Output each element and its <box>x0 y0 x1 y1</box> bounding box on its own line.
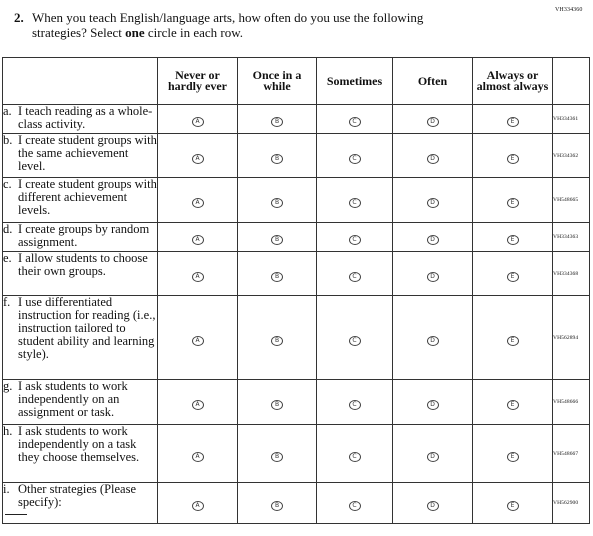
table-row <box>3 252 590 296</box>
response-bubble-d[interactable]: D <box>427 154 439 164</box>
response-bubble-c[interactable]: C <box>349 235 361 245</box>
response-cell <box>158 252 238 296</box>
response-bubble-b[interactable]: B <box>271 272 283 282</box>
row-label-wrap <box>3 425 157 464</box>
row-label <box>3 296 158 380</box>
response-bubble-c[interactable]: C <box>349 336 361 346</box>
response-bubble-a[interactable]: A <box>192 400 204 410</box>
question-line-2: strategies? Select one circle in each row. <box>32 25 244 40</box>
row-variable-code: VH548665 <box>553 178 590 223</box>
response-bubble-d[interactable]: D <box>427 198 439 208</box>
response-bubble-e[interactable]: E <box>507 501 519 511</box>
response-bubble-b[interactable]: B <box>271 198 283 208</box>
row-text: I create groups by random assignment. <box>18 222 150 249</box>
response-bubble-e[interactable]: E <box>507 336 519 346</box>
response-cell <box>317 134 393 178</box>
row-label <box>3 483 158 524</box>
response-cell <box>393 223 473 252</box>
row-label <box>3 178 158 223</box>
row-letter: i. <box>3 482 10 496</box>
response-bubble-d[interactable]: D <box>427 452 439 462</box>
response-bubble-c[interactable]: C <box>349 117 361 127</box>
table-row <box>3 380 590 425</box>
row-letter: h. <box>3 424 13 438</box>
table-row <box>3 134 590 178</box>
row-label <box>3 105 158 134</box>
response-bubble-a[interactable]: A <box>192 336 204 346</box>
row-variable-code: VH562900 <box>553 483 590 524</box>
row-label <box>3 425 158 483</box>
row-label-wrap <box>3 296 157 361</box>
response-cell <box>317 252 393 296</box>
row-variable-code: VH548666 <box>553 380 590 425</box>
row-text: I allow students to choose their own groups. <box>18 251 148 278</box>
row-variable-code: VH334361 <box>553 105 590 134</box>
response-bubble-d[interactable]: D <box>427 272 439 282</box>
response-bubble-a[interactable]: A <box>192 235 204 245</box>
question-line-1: When you teach English/language arts, how often do you use the following <box>32 10 424 25</box>
response-cell <box>238 252 317 296</box>
response-cell <box>393 105 473 134</box>
response-cell <box>393 425 473 483</box>
response-bubble-a[interactable]: A <box>192 501 204 511</box>
response-cell <box>158 380 238 425</box>
response-cell <box>393 178 473 223</box>
table-row <box>3 105 590 134</box>
response-bubble-e[interactable]: E <box>507 235 519 245</box>
response-bubble-e[interactable]: E <box>507 154 519 164</box>
header-blank <box>3 58 158 105</box>
row-letter: b. <box>3 133 13 147</box>
row-letter: c. <box>3 177 12 191</box>
response-cell <box>473 483 553 524</box>
row-letter: g. <box>3 379 13 393</box>
response-bubble-e[interactable]: E <box>507 452 519 462</box>
row-text: I ask students to work independently on an assignment or task. <box>18 379 128 419</box>
response-cell <box>393 252 473 296</box>
row-variable-code: VH562894 <box>553 296 590 380</box>
response-bubble-d[interactable]: D <box>427 336 439 346</box>
response-cell <box>393 134 473 178</box>
response-cell <box>238 223 317 252</box>
row-label <box>3 252 158 296</box>
column-header-5: Always or almost always <box>473 58 553 105</box>
row-label-wrap <box>3 380 157 419</box>
row-label-wrap <box>3 483 157 509</box>
response-bubble-c[interactable]: C <box>349 272 361 282</box>
row-label-wrap <box>3 252 157 278</box>
response-cell <box>158 178 238 223</box>
response-cell <box>317 425 393 483</box>
response-cell <box>238 425 317 483</box>
row-label <box>3 380 158 425</box>
header-code-column <box>553 58 590 105</box>
response-cell <box>158 223 238 252</box>
row-letter: e. <box>3 251 12 265</box>
row-letter: a. <box>3 104 12 118</box>
row-letter: d. <box>3 222 13 236</box>
response-bubble-a[interactable]: A <box>192 117 204 127</box>
column-header-1: Never or hardly ever <box>158 58 238 105</box>
row-label-wrap <box>3 223 157 249</box>
column-header-3: Sometimes <box>317 58 393 105</box>
grid-header-row <box>3 58 590 105</box>
response-bubble-b[interactable]: B <box>271 154 283 164</box>
row-variable-code: VH334368 <box>553 252 590 296</box>
response-cell <box>158 483 238 524</box>
row-label-wrap <box>3 105 157 131</box>
response-bubble-d[interactable]: D <box>427 117 439 127</box>
grid-body <box>3 105 590 524</box>
row-variable-code: VH334362 <box>553 134 590 178</box>
column-header-2: Once in a while <box>238 58 317 105</box>
response-bubble-d[interactable]: D <box>427 400 439 410</box>
response-bubble-c[interactable]: C <box>349 400 361 410</box>
table-row <box>3 483 590 524</box>
response-bubble-b[interactable]: B <box>271 117 283 127</box>
response-cell <box>158 296 238 380</box>
table-row <box>3 425 590 483</box>
strategy-frequency-grid <box>2 57 590 524</box>
response-bubble-a[interactable]: A <box>192 154 204 164</box>
response-bubble-d[interactable]: D <box>427 501 439 511</box>
response-cell <box>317 483 393 524</box>
row-text: I create student groups with the same achievement level. <box>18 133 157 173</box>
row-variable-code: VH548667 <box>553 425 590 483</box>
response-cell <box>473 425 553 483</box>
row-label-wrap <box>3 134 157 173</box>
row-text: I teach reading as a whole-class activity. <box>18 104 153 131</box>
response-cell <box>473 178 553 223</box>
response-cell <box>158 425 238 483</box>
response-cell <box>238 105 317 134</box>
response-bubble-b[interactable]: B <box>271 501 283 511</box>
table-row <box>3 296 590 380</box>
response-bubble-c[interactable]: C <box>349 198 361 208</box>
row-letter: f. <box>3 295 11 309</box>
response-bubble-e[interactable]: E <box>507 272 519 282</box>
response-cell <box>238 134 317 178</box>
row-label <box>3 223 158 252</box>
response-cell <box>158 134 238 178</box>
response-bubble-d[interactable]: D <box>427 235 439 245</box>
response-bubble-b[interactable]: B <box>271 235 283 245</box>
response-cell <box>317 178 393 223</box>
row-label <box>3 134 158 178</box>
response-cell <box>317 380 393 425</box>
response-bubble-a[interactable]: A <box>192 452 204 462</box>
table-row <box>3 178 590 223</box>
response-cell <box>317 105 393 134</box>
response-cell <box>158 105 238 134</box>
response-cell <box>238 483 317 524</box>
response-bubble-e[interactable]: E <box>507 400 519 410</box>
response-cell <box>473 252 553 296</box>
row-label-wrap <box>3 178 157 217</box>
row-text: I ask students to work independently on a task they choose themselves. <box>18 424 140 464</box>
response-bubble-e[interactable]: E <box>507 117 519 127</box>
response-bubble-b[interactable]: B <box>271 452 283 462</box>
response-cell <box>238 380 317 425</box>
row-text: I create student groups with different achievement levels. <box>18 177 157 217</box>
response-bubble-b[interactable]: B <box>271 400 283 410</box>
response-bubble-c[interactable]: C <box>349 452 361 462</box>
question-text <box>14 10 484 40</box>
response-cell <box>473 380 553 425</box>
table-row <box>3 223 590 252</box>
response-cell <box>393 380 473 425</box>
column-header-4: Often <box>393 58 473 105</box>
response-cell <box>317 223 393 252</box>
specify-write-in-line[interactable] <box>5 514 27 515</box>
response-bubble-b[interactable]: B <box>271 336 283 346</box>
row-variable-code: VH334363 <box>553 223 590 252</box>
response-cell <box>238 296 317 380</box>
question-emphasis: one <box>125 25 145 40</box>
response-bubble-e[interactable]: E <box>507 198 519 208</box>
response-cell <box>473 134 553 178</box>
response-cell <box>238 178 317 223</box>
question-number: 2. <box>14 10 24 25</box>
response-cell <box>473 105 553 134</box>
response-bubble-c[interactable]: C <box>349 154 361 164</box>
response-cell <box>393 296 473 380</box>
response-bubble-c[interactable]: C <box>349 501 361 511</box>
row-text: I use differentiated instruction for reading (i.e., instruction tailored to student ability and learning style). <box>18 295 156 361</box>
response-cell <box>473 296 553 380</box>
row-text: Other strategies (Please specify): <box>18 482 137 509</box>
response-cell <box>473 223 553 252</box>
response-cell <box>393 483 473 524</box>
response-cell <box>317 296 393 380</box>
response-bubble-a[interactable]: A <box>192 272 204 282</box>
response-bubble-a[interactable]: A <box>192 198 204 208</box>
page-code: VH334360 <box>555 7 583 13</box>
